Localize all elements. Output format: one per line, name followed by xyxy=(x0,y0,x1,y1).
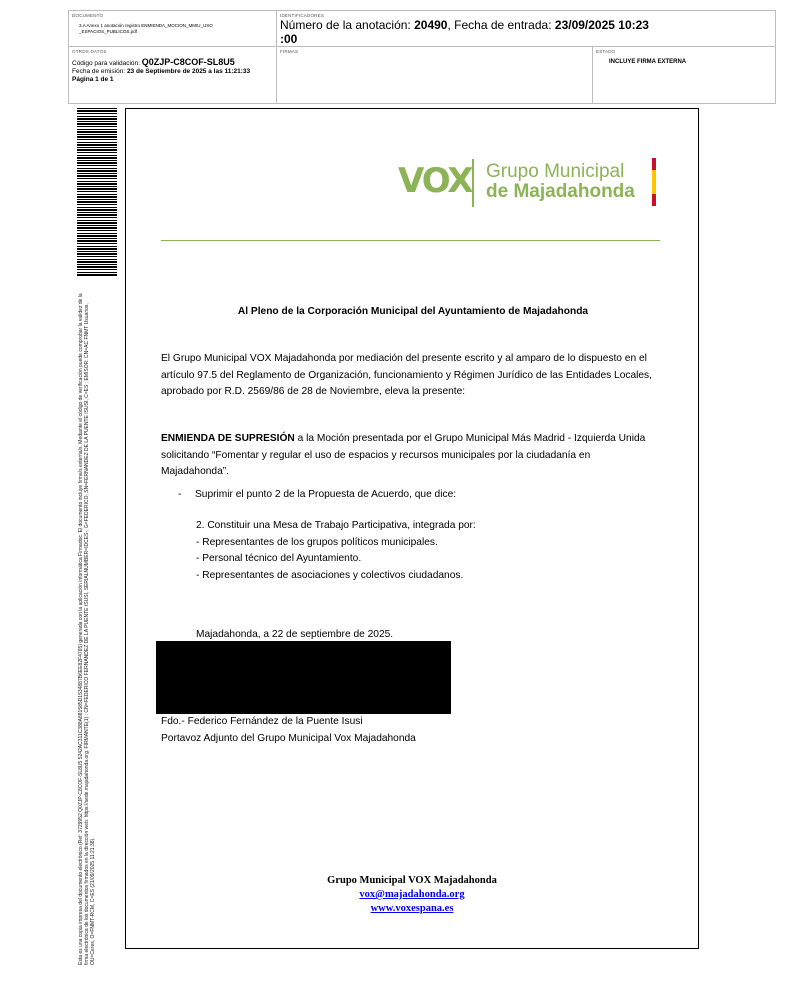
firmas-caption: FIRMAS xyxy=(280,49,299,54)
fecha-entrada-seconds: :00 xyxy=(280,32,298,46)
page-count: Página 1 de 1 xyxy=(72,76,114,83)
estado-value: INCLUYE FIRMA EXTERNA xyxy=(609,59,687,65)
spain-flag-icon xyxy=(652,158,656,206)
anotacion-number: 20490 xyxy=(414,18,448,32)
amendment-paragraph xyxy=(161,431,671,481)
amendment-line-3: Majadahonda”. xyxy=(161,466,229,477)
firmas-cell xyxy=(277,47,593,103)
identificadores-caption: IDENTIFICADORES xyxy=(280,13,325,18)
list-item: - Representantes de los grupos políticos municipales. xyxy=(196,536,438,548)
letter-title: Al Pleno de la Corporación Municipal del Ayuntamiento de Majadahonda xyxy=(237,306,589,317)
page-footer xyxy=(260,874,564,916)
footer-web-link[interactable]: www.voxespana.es xyxy=(370,903,454,914)
list-item: 2. Constituir una Mesa de Trabajo Participativa, integrada por: xyxy=(196,520,476,531)
barcode-icon xyxy=(77,108,117,276)
anotacion-info xyxy=(280,18,649,46)
footer-email-link[interactable]: vox@majadahonda.org xyxy=(359,889,465,900)
signer-role: Portavoz Adjunto del Grupo Municipal Vox Majadahonda xyxy=(161,732,416,744)
otros-datos-caption: OTROS DATOS xyxy=(72,49,107,54)
documento-cell xyxy=(69,11,277,47)
estado-caption: ESTADO xyxy=(596,49,616,54)
place-date: Majadahonda, a 22 de septiembre de 2025. xyxy=(196,629,394,640)
emision-label: Fecha de emisión: xyxy=(72,68,126,75)
validation-side-text: Esta es una copia impresa del documento electrónico (Ref: 3729952 Q0ZJP-C8COF-SL8U5 5242AC311C388A881585D1534887B6EE82F4765) generada con la aplicación informática Firmadoc. El documento incluye firma/s externa/s. Mediante el código de verificación puede comprobar la validez de la firma electrónica de los documentos firmados en la dirección web: https://sede.majadahonda.org. FIRMANTE(1) : CN=FEDERICO FERNANDEZ DE LA PUENTE ISUSI, SERIALNUMBER=IDCES-, G=FEDERICO, SN=FERNANDEZ DE LA PUENTE ISUSI, C=ES ; EMISOR: CN=AC FNMT Usuarios, OU=Ceres, O=FNMT-RCM, C=ES (21/09/2025 11:21:38). xyxy=(78,293,97,965)
bullet-dash: - xyxy=(178,489,182,500)
list-item: - Personal técnico del Ayuntamiento. xyxy=(196,553,362,564)
intro-line-2: artículo 97.5 del Reglamento de Organización, funcionamiento y Régimen Jurídico de las Entidades Locales, xyxy=(161,369,652,381)
logo-divider xyxy=(472,159,474,207)
quoted-point-list xyxy=(196,518,706,584)
emision-value: 23 de Septiembre de 2025 a las 11:21:33 xyxy=(126,68,251,75)
estado-cell xyxy=(593,47,775,103)
logo-line-1: Grupo Municipal xyxy=(486,161,625,182)
signature-block xyxy=(161,714,671,747)
intro-paragraph xyxy=(161,351,671,401)
amendment-heading: ENMIENDA DE SUPRESIÓN xyxy=(161,433,295,444)
fecha-entrada-label: , Fecha de entrada: xyxy=(447,18,552,32)
list-item: - Representantes de asociaciones y colectivos ciudadanos. xyxy=(196,569,464,581)
anotacion-label: Número de la anotación: xyxy=(280,18,411,32)
redacted-signature xyxy=(156,641,451,714)
bullet-text: Suprimir el punto 2 de la Propuesta de Acuerdo, que dice: xyxy=(195,489,457,500)
documento-filename: 3.A Anexo 1 anotación registro ENMIENDA_MOCION_MMIU_USO _ESPACIOS_PUBLICOS.pdf xyxy=(79,23,213,34)
amendment-line-1: a la Moción presentada por el Grupo Municipal Más Madrid - Izquierda Unida xyxy=(294,433,646,444)
otros-datos-cell xyxy=(69,47,277,103)
intro-line-1: El Grupo Municipal VOX Majadahonda por mediación del presente escrito y al amparo de lo dispuesto en el xyxy=(161,353,647,364)
identificadores-cell xyxy=(277,11,775,47)
logo-line-2: de Majadahonda xyxy=(486,181,635,202)
registry-header xyxy=(68,10,776,104)
footer-org-name: Grupo Municipal VOX Majadahonda xyxy=(327,875,497,886)
otros-datos-text xyxy=(72,58,250,84)
signer-name: Fdo.- Federico Fernández de la Puente Isusi xyxy=(161,716,363,727)
validacion-label: Código para validación: xyxy=(72,60,140,67)
header-rule xyxy=(161,240,660,241)
vox-wordmark: VOX xyxy=(398,161,472,201)
vox-logo xyxy=(398,155,660,211)
amendment-line-2: solicitando “Fomentar y regular el uso de espacios y recursos municipales por la ciudadanía en xyxy=(161,449,591,461)
intro-line-3: aprobado por R.D. 2569/86 de 28 de Noviembre, eleva la presente: xyxy=(161,386,466,397)
fecha-entrada-value: 23/09/2025 10:23 xyxy=(554,18,649,32)
documento-caption: DOCUMENTO xyxy=(72,13,104,18)
validacion-code[interactable]: Q0ZJP-C8COF-SL8U5 xyxy=(141,57,235,67)
